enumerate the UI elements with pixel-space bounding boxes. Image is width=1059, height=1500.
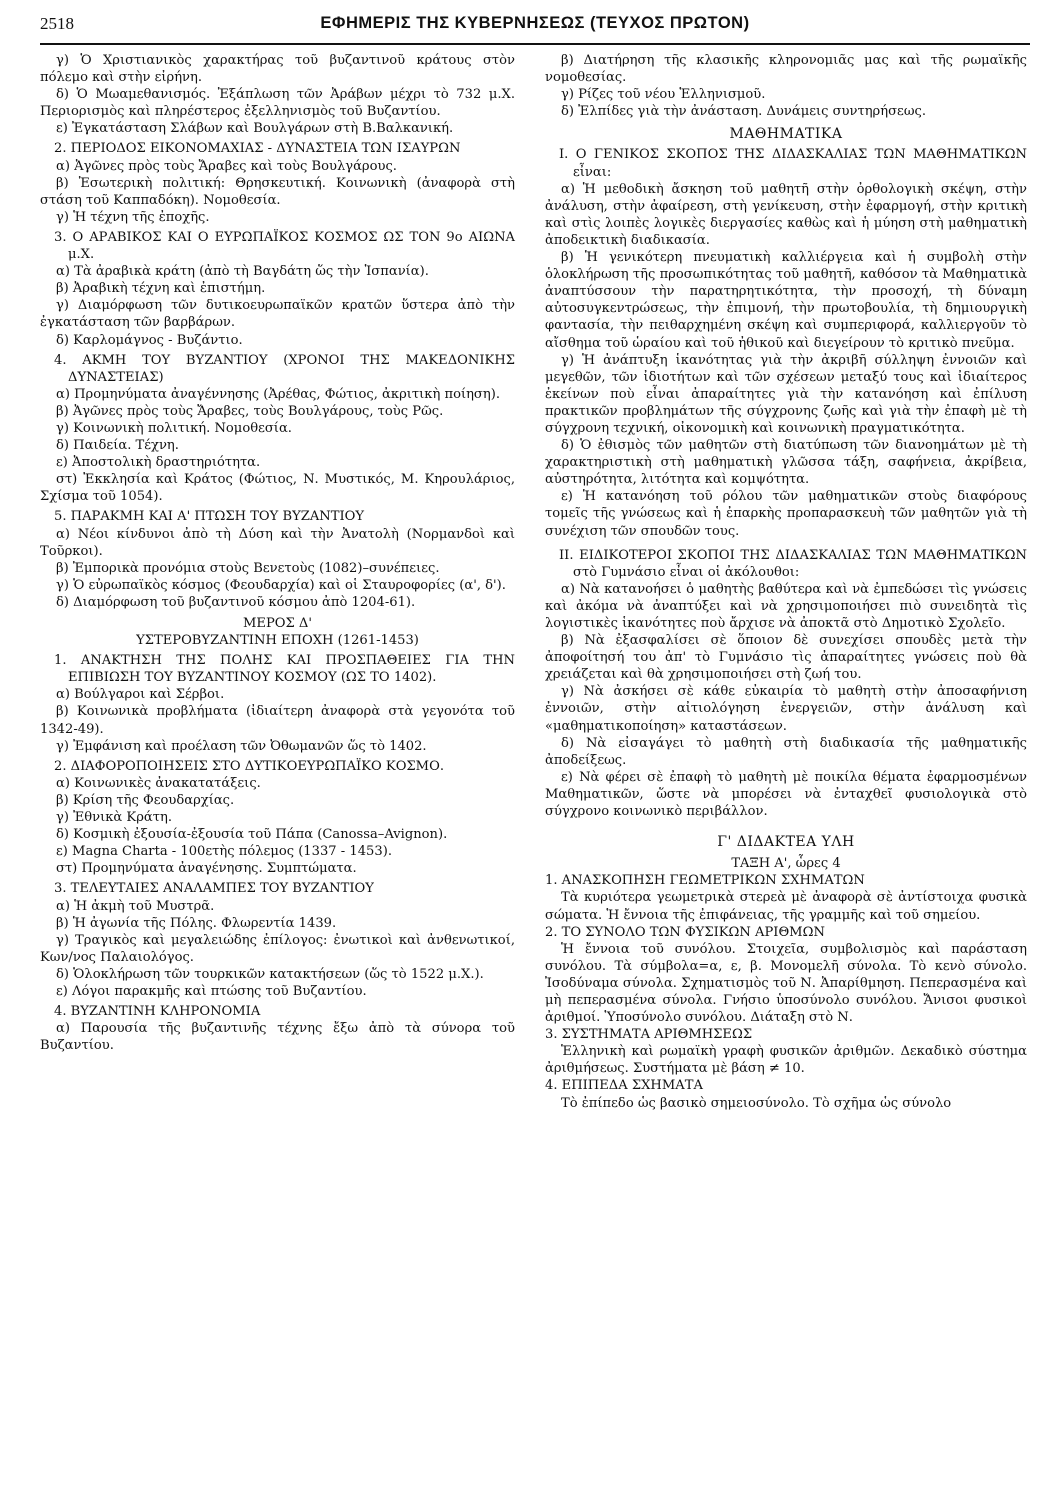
section-heading: Ι. Ο ΓΕΝΙΚΟΣ ΣΚΟΠΟΣ ΤΗΣ ΔΙΔΑΣΚΑΛΙΑΣ ΤΩΝ ΜΑΘΗΜΑΤΙΚΩΝ εἶναι:: [559, 147, 1027, 180]
list-item: β) Ἐσωτερικὴ πολιτική: Θρησκευτική. Κοινωνικὴ (ἀναφορὰ στὴ στάση τοῦ Καππαδόκη). Νομοθεσία.: [40, 175, 515, 208]
section-heading: 5. ΠΑΡΑΚΜΗ ΚΑΙ Α' ΠΤΩΣΗ ΤΟΥ ΒΥΖΑΝΤΙΟΥ: [54, 509, 365, 525]
section-heading: 4. ΕΠΙΠΕΔΑ ΣΧΗΜΑΤΑ: [545, 1078, 703, 1094]
list-item: β) Νὰ ἐξασφαλίσει σὲ ὅποιον δὲ συνεχίσει σπουδὲς μετὰ τὴν ἀποφοίτησή του ἀπ' τὸ Γυμνάσιο τὶς ἀπαραίτητες γνώσεις ποὺ θὰ χρειάζεται καὶ θὰ χρησιμοποιήσει στὴ ζωή του.: [545, 633, 1027, 683]
list-item: στ) Προμηνύματα ἀναγένησης. Συμπτώματα.: [56, 861, 357, 877]
list-item: δ) Ὁ Μωαμεθανισμός. Ἐξάπλωση τῶν Ἀράβων μέχρι τὸ 732 μ.Χ. Περιορισμὸς καὶ πληρέστερος ἐξελληνισμὸς τοῦ Βυζαντίου.: [40, 87, 515, 120]
list-item: α) Ἡ ἀκμὴ τοῦ Μυστρᾶ.: [56, 898, 215, 914]
right-column: [545, 52, 1027, 1112]
list-item: α) Βούλγαροι καὶ Σέρβοι.: [56, 687, 225, 703]
section-text: Ἡ ἔννοια τοῦ συνόλου. Στοιχεῖα, συμβολισμὸς καὶ παράσταση συνόλου. Τὰ σύμβολα=α, ε, β. Μονομελῆ σύνολα. Τὸ κενὸ σύνολο. Ἰσοδύναμα σύνολα. Σχηματισμὸς τοῦ Ν. Ἀπαρίθμηση. Πεπερασμένα καὶ μὴ πεπερασμένα σύνολα. Γνήσιο ὑποσύνολο συνόλου. Ἄνισοι φυσικοὶ ἀριθμοί. Ὑποσύνολο συνόλου. Διάταξη στὸ Ν.: [545, 941, 1027, 1026]
section-heading: 2. ΤΟ ΣΥΝΟΛΟ ΤΩΝ ΦΥΣΙΚΩΝ ΑΡΙΘΜΩΝ: [545, 924, 825, 940]
list-item: ε) Ἀποστολικὴ δραστηριότητα.: [56, 455, 261, 471]
list-item: δ) Κοσμικὴ ἐξουσία-ἐξουσία τοῦ Πάπα (Canossa–Avignon).: [56, 827, 448, 843]
section-text: Τὸ ἐπίπεδο ὡς βασικὸ σημειοσύνολο. Τὸ σχῆμα ὡς σύνολο: [561, 1095, 952, 1111]
list-item: γ) Ἐθνικὰ Κράτη.: [56, 810, 173, 826]
list-item: δ) Ὁλοκλήρωση τῶν τουρκικῶν κατακτήσεων (ὥς τὸ 1522 μ.Χ.).: [56, 966, 484, 982]
list-item: γ) Ἡ τέχνη τῆς ἐποχῆς.: [56, 209, 210, 225]
list-item: δ) Διαμόρφωση τοῦ βυζαντινοῦ κόσμου ἀπὸ 1204-61).: [56, 594, 416, 610]
list-item: α) Ἡ μεθοδικὴ ἄσκηση τοῦ μαθητῆ στὴν ὀρθολογικὴ σκέψη, στὴν ἀνάλυση, στὴν ἀφαίρεση, στὴ γενίκευση, στὴν ἐφαρμογή, στὴν κριτικὴ καὶ στὶς λοιπὲς λογικὲς διεργασίες καθὼς καὶ ἡ μύηση στὴ μαθηματικὴ ἀποδεικτικὴ διαδικασία.: [545, 181, 1027, 248]
subject-title: ΜΑΘΗΜΑΤΙΚΑ: [729, 126, 843, 143]
list-item: β) Ἡ ἀγωνία τῆς Πόλης. Φλωρεντία 1439.: [56, 915, 337, 931]
list-item: δ) Νὰ εἰσαγάγει τὸ μαθητὴ στὴ διαδικασία τῆς μαθηματικῆς ἀποδείξεως.: [545, 735, 1027, 768]
list-item: γ) Ἡ ἀνάπτυξη ἱκανότητας γιὰ τὴν ἀκριβῆ σύλληψη ἐννοιῶν καὶ μεγεθῶν, τῶν ἰδιοτήτων καὶ τῶν σχέσεων μεταξύ τους καὶ ἰδιαίτερος ἐκείνων ποὺ εἶναι ἀπαραίτητες γιὰ τὴν κατανόηση καὶ ἐπίλυση πρακτικῶν προβλημάτων τῆς σύγχρονης ζωῆς καὶ γιὰ τὴν ἐπαφὴ μὲ τὴ σύγχρονη τεχνική, οἰκονομικὴ καὶ κοινωνικὴ πραγματικότητα.: [545, 352, 1027, 436]
syllabus-title: Γ' ΔΙΔΑΚΤΕΑ ΥΛΗ: [717, 834, 855, 851]
list-item: δ) Ὁ ἐθισμὸς τῶν μαθητῶν στὴ διατύπωση τῶν διανοημάτων μὲ τὴ χαρακτηριστικὴ στὴ μαθηματικὴ γλῶσσα τάξη, σαφήνεια, ἀκρίβεια, αὐστηρότητα, λιτότητα καὶ κομψότητα.: [545, 438, 1027, 488]
list-item: γ) Ὁ Χριστιανικὸς χαρακτήρας τοῦ βυζαντινοῦ κράτους στὸν πόλεμο καὶ στὴν εἰρήνη.: [40, 53, 515, 86]
running-title: ΕΦΗΜΕΡΙΣ ΤΗΣ ΚΥΒΕΡΝΗΣΕΩΣ (ΤΕΥΧΟΣ ΠΡΩΤΟΝ): [320, 14, 750, 32]
header-rule: [40, 43, 1030, 45]
list-item: στ) Ἐκκλησία καὶ Κράτος (Φώτιος, Ν. Μυστικός, Μ. Κηρουλάριος, Σχίσμα τοῦ 1054).: [40, 472, 515, 505]
list-item: α) Προμηνύματα ἀναγέννησης (Ἀρέθας, Φώτιος, ἀκριτικὴ ποίηση).: [56, 386, 500, 402]
section-heading: 3. ΤΕΛΕΥΤΑΙΕΣ ΑΝΑΛΑΜΠΕΣ ΤΟΥ ΒΥΖΑΝΤΙΟΥ: [54, 881, 374, 897]
list-item: δ) Καρλομάγνος - Βυζάντιο.: [56, 332, 243, 348]
list-item: α) Νέοι κίνδυνοι ἀπὸ τὴ Δύση καὶ τὴν Ἀνατολὴ (Νορμανδοὶ καὶ Τοῦρκοι).: [40, 526, 515, 559]
section-text: Ἑλληνικὴ καὶ ρωμαϊκὴ γραφὴ φυσικῶν ἀριθμῶν. Δεκαδικὸ σύστημα ἀριθμήσεως. Συστήματα μὲ βάση ≠ 10.: [545, 1044, 1027, 1077]
part-subtitle: ΥΣΤΕΡΟΒΥΖΑΝΤΙΝΗ ΕΠΟΧΗ (1261-1453): [136, 633, 419, 649]
class-title: ΤΑΞΗ Α', ὧρες 4: [731, 856, 841, 872]
section-heading: 4. ΑΚΜΗ ΤΟΥ ΒΥΖΑΝΤΙΟΥ (ΧΡΟΝΟΙ ΤΗΣ ΜΑΚΕΔΟΝΙΚΗΣ ΔΥΝΑΣΤΕΙΑΣ): [54, 352, 515, 385]
section-heading: 2. ΠΕΡΙΟΔΟΣ ΕΙΚΟΝΟΜΑΧΙΑΣ - ΔΥΝΑΣΤΕΙΑ ΤΩΝ ΙΣΑΥΡΩΝ: [54, 141, 461, 157]
list-item: γ) Ἐμφάνιση καὶ προέλαση τῶν Ὀθωμανῶν ὥς τὸ 1402.: [56, 738, 427, 754]
list-item: δ) Παιδεία. Τέχνη.: [56, 438, 179, 454]
list-item: δ) Ἐλπίδες γιὰ τὴν ἀνάσταση. Δυνάμεις συντηρήσεως.: [561, 104, 926, 120]
list-item: α) Νὰ κατανοήσει ὁ μαθητὴς βαθύτερα καὶ νὰ ἐμπεδώσει τὶς γνώσεις καὶ ἀκόμα νὰ ἀναπτύξει καὶ νὰ χρησιμοποιήσει πιὸ συνειδητὰ τὶς λογιστικὲς ἱκανότητες ποὺ ἄρχισε νὰ ἀποκτᾶ στὸ Δημοτικὸ Σχολεῖο.: [545, 581, 1027, 631]
section-heading: 4. ΒΥΖΑΝΤΙΝΗ ΚΛΗΡΟΝΟΜΙΑ: [54, 1004, 261, 1020]
list-item: α) Ἀγῶνες πρὸς τοὺς Ἄραβες καὶ τοὺς Βουλγάρους.: [56, 158, 397, 174]
list-item: β) Κοινωνικὰ προβλήματα (ἰδιαίτερη ἀναφορὰ στὰ γεγονότα τοῦ 1342-49).: [40, 704, 515, 737]
section-heading: ΙΙ. ΕΙΔΙΚΟΤΕΡΟΙ ΣΚΟΠΟΙ ΤΗΣ ΔΙΔΑΣΚΑΛΙΑΣ ΤΩΝ ΜΑΘΗΜΑΤΙΚΩΝ στὸ Γυμνάσιο εἶναι οἱ ἀκόλουθοι:: [559, 547, 1027, 580]
part-title: ΜΕΡΟΣ Δ': [243, 616, 312, 631]
page-header: [40, 14, 1030, 44]
list-item: γ) Ὁ εὐρωπαϊκὸς κόσμος (Φεουδαρχία) καὶ οἱ Σταυροφορίες (α', δ').: [56, 577, 506, 593]
page-number: 2518: [40, 14, 74, 33]
section-text: Τὰ κυριότερα γεωμετρικὰ στερεὰ μὲ ἀναφορὰ σὲ ἀντίστοιχα φυσικὰ σώματα. Ἡ ἔννοια τῆς ἐπιφάνειας, τῆς γραμμῆς καὶ τοῦ σημείου.: [545, 890, 1027, 923]
list-item: α) Παρουσία τῆς βυζαντινῆς τέχνης ἔξω ἀπὸ τὰ σύνορα τοῦ Βυζαντίου.: [40, 1021, 515, 1054]
left-column: [40, 52, 515, 1054]
list-item: γ) Τραγικὸς καὶ μεγαλειώδης ἐπίλογος: ἐνωτικοὶ καὶ ἀνθενωτικοί, Κων/νος Παλαιολόγος.: [40, 932, 515, 965]
list-item: β) Ἀραβικὴ τέχνη καὶ ἐπιστήμη.: [56, 281, 266, 297]
list-item: ε) Λόγοι παρακμῆς καὶ πτώσης τοῦ Βυζαντίου.: [56, 983, 367, 999]
list-item: β) Διατήρηση τῆς κλασικῆς κληρονομιᾶς μας καὶ τῆς ρωμαϊκῆς νομοθεσίας.: [545, 53, 1027, 86]
list-item: β) Κρίση τῆς Φεουδαρχίας.: [56, 792, 235, 808]
list-item: ε) Ἐγκατάσταση Σλάβων καὶ Βουλγάρων στὴ Β.Βαλκανική.: [56, 121, 454, 137]
section-heading: 1. ΑΝΑΚΤΗΣΗ ΤΗΣ ΠΟΛΗΣ ΚΑΙ ΠΡΟΣΠΑΘΕΙΕΣ ΓΙΑ ΤΗΝ ΕΠΙΒΙΩΣΗ ΤΟΥ ΒΥΖΑΝΤΙΝΟΥ ΚΟΣΜΟΥ (ΩΣ ΤΟ 1402).: [54, 653, 515, 686]
list-item: β) Ἐμπορικὰ προνόμια στοὺς Βενετοὺς (1082)–συνέπειες.: [56, 560, 440, 576]
list-item: ε) Νὰ φέρει σὲ ἐπαφὴ τὸ μαθητὴ μὲ ποικίλα θέματα ἐφαρμοσμένων Μαθηματικῶν, ὥστε νὰ μπορέσει νὰ ἐνταχθεῖ φυσιολογικὰ στὸ σύγχρονο κοινωνικὸ περιβάλλον.: [545, 769, 1027, 820]
list-item: β) Ἀγῶνες πρὸς τοὺς Ἄραβες, τοὺς Βουλγάρους, τοὺς Ρῶς.: [56, 403, 444, 419]
list-item: β) Ἡ γενικότερη πνευματικὴ καλλιέργεια καὶ ἡ συμβολὴ στὴν ὁλοκλήρωση τῆς προσωπικότητας τοῦ μαθητῆ, καθόσον τὰ Μαθηματικὰ ἀναπτύσσουν τὴν παρατηρητικότητα, τὴν προσοχή, τὴ δύναμη αὐτοσυγκεντρώσεως, τὴν ἐπιμονή, τὴν πρωτοβουλία, τὴ δημιουργικὴ φαντασία, τὴν πειθαρχημένη σκέψη καὶ συμπεριφορά, καλλιεργοῦν τὸ αἴσθημα τοῦ ὡραίου καὶ τοῦ ἠθικοῦ καὶ διεγείρουν τὸ κριτικὸ πνεῦμα.: [545, 250, 1027, 351]
section-heading: 3. Ο ΑΡΑΒΙΚΟΣ ΚΑΙ Ο ΕΥΡΩΠΑΪΚΟΣ ΚΟΣΜΟΣ ΩΣ ΤΟΝ 9ο ΑΙΩΝΑ μ.Χ.: [54, 229, 515, 263]
list-item: γ) Διαμόρφωση τῶν δυτικοευρωπαϊκῶν κρατῶν ὕστερα ἀπὸ τὴν ἐγκατάσταση τῶν βαρβάρων.: [40, 298, 515, 331]
list-item: γ) Νὰ ἀσκήσει σὲ κάθε εὐκαιρία τὸ μαθητὴ στὴν ἀποσαφήνιση ἐννοιῶν, στὴν αἰτιολόγηση ἐνεργειῶν, στὴν ἀνάλυση καὶ «μαθηματικοποίηση» καταστάσεων.: [545, 684, 1027, 734]
list-item: α) Τὰ ἀραβικὰ κράτη (ἀπὸ τὴ Βαγδάτη ὥς τὴν Ἱσπανία).: [56, 264, 429, 280]
section-heading: 1. ΑΝΑΣΚΟΠΗΣΗ ΓΕΩΜΕΤΡΙΚΩΝ ΣΧΗΜΑΤΩΝ: [545, 873, 865, 889]
list-item: γ) Κοινωνικὴ πολιτική. Νομοθεσία.: [56, 420, 292, 436]
list-item: α) Κοινωνικὲς ἀνακατατάξεις.: [56, 775, 261, 791]
section-heading: 2. ΔΙΑΦΟΡΟΠΟΙΗΣΕΙΣ ΣΤΟ ΔΥΤΙΚΟΕΥΡΩΠΑΪΚΟ ΚΟΣΜΟ.: [54, 758, 444, 774]
list-item: γ) Ρίζες τοῦ νέου Ἑλληνισμοῦ.: [561, 87, 766, 103]
section-heading: 3. ΣΥΣΤΗΜΑΤΑ ΑΡΙΘΜΗΣΕΩΣ: [545, 1027, 753, 1043]
list-item: ε) Magna Charta - 100ετὴς πόλεμος (1337 - 1453).: [56, 844, 392, 860]
list-item: ε) Ἡ κατανόηση τοῦ ρόλου τῶν μαθηματικῶν στοὺς διαφόρους τομεῖς τῆς γνώσεως καὶ ἡ ἐπαρκὴς προπαρασκευὴ τῶν μαθητῶν γιὰ τὴ συνέχιση τῶν σπουδῶν τους.: [545, 489, 1027, 539]
